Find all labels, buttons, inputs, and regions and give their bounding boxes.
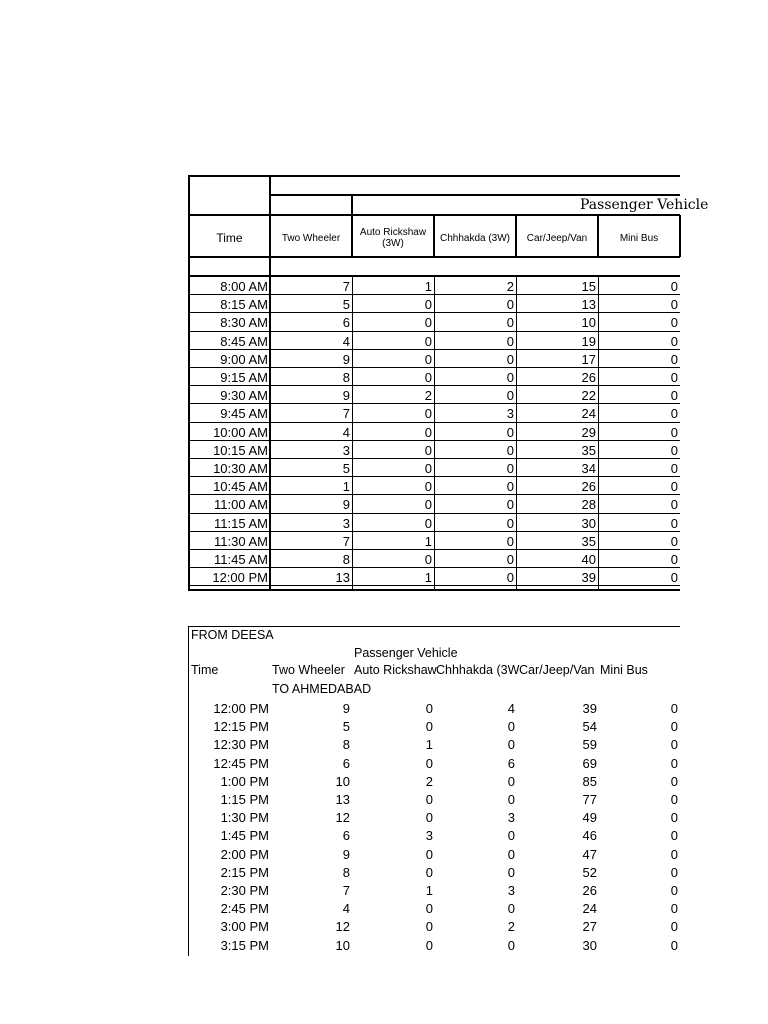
chhhakda-cell: 2 — [507, 919, 515, 935]
two-wheeler-cell: 4 — [342, 333, 350, 349]
car-jeep-van-cell: 54 — [582, 719, 597, 735]
car-jeep-van-cell: 46 — [582, 828, 597, 844]
chhhakda-cell: 0 — [506, 351, 514, 367]
header-car-jeep-van: Car/Jeep/Van — [519, 663, 595, 677]
chhhakda-cell: 0 — [506, 461, 514, 476]
car-jeep-van-cell: 77 — [582, 792, 597, 807]
two-wheeler-cell: 8 — [342, 737, 350, 753]
auto-rickshaw-cell: 0 — [424, 497, 432, 513]
two-wheeler-cell: 5 — [342, 719, 350, 735]
mini-bus-cell: 0 — [670, 864, 678, 880]
two-wheeler-cell: 7 — [342, 279, 350, 294]
car-jeep-van-cell: 39 — [582, 701, 597, 716]
mini-bus-cell: 0 — [670, 552, 678, 567]
mini-bus-cell: 0 — [670, 442, 678, 458]
chhhakda-cell: 0 — [506, 424, 514, 440]
two-wheeler-cell: 12 — [335, 810, 350, 826]
chhhakda-cell: 0 — [506, 370, 514, 385]
table-row — [188, 350, 680, 368]
table-row — [188, 900, 680, 918]
auto-rickshaw-cell: 0 — [424, 552, 432, 567]
auto-rickshaw-cell: 0 — [424, 461, 432, 476]
time-cell: 12:00 PM — [213, 701, 269, 716]
car-jeep-van-cell: 85 — [582, 773, 597, 789]
mini-bus-cell: 0 — [670, 737, 678, 753]
table-row — [188, 295, 680, 313]
car-jeep-van-cell: 26 — [581, 479, 596, 495]
table-row — [188, 736, 680, 754]
mini-bus-cell: 0 — [670, 333, 678, 349]
chhhakda-cell: 0 — [507, 719, 515, 735]
traffic-count-table-afternoon — [188, 626, 680, 956]
car-jeep-van-cell: 26 — [581, 370, 596, 385]
two-wheeler-cell: 10 — [335, 773, 350, 789]
car-jeep-van-cell: 24 — [581, 406, 596, 422]
table-row — [188, 568, 680, 586]
auto-rickshaw-cell: 0 — [425, 719, 433, 735]
auto-rickshaw-cell: 1 — [425, 883, 433, 898]
table-row — [188, 550, 680, 568]
table-row — [188, 882, 680, 900]
table-row — [188, 773, 680, 791]
table-row — [188, 495, 680, 513]
auto-rickshaw-cell: 0 — [424, 297, 432, 313]
auto-rickshaw-cell: 0 — [425, 919, 433, 935]
time-cell: 8:00 AM — [220, 279, 268, 294]
table-row — [188, 937, 680, 955]
table-row — [188, 791, 680, 809]
table-row — [188, 277, 680, 295]
two-wheeler-cell: 9 — [342, 388, 350, 404]
mini-bus-cell: 0 — [670, 279, 678, 294]
auto-rickshaw-cell: 0 — [424, 479, 432, 495]
from-label: FROM DEESA — [191, 628, 274, 642]
mini-bus-cell: 0 — [670, 901, 678, 917]
chhhakda-cell: 4 — [507, 701, 515, 716]
table-row — [188, 514, 680, 532]
mini-bus-cell: 0 — [670, 351, 678, 367]
time-cell: 10:00 AM — [213, 424, 268, 440]
table-row — [188, 864, 680, 882]
table-row — [188, 809, 680, 827]
chhhakda-cell: 2 — [506, 279, 514, 294]
time-cell: 2:15 PM — [220, 864, 269, 880]
divider — [351, 195, 353, 257]
time-cell: 1:30 PM — [220, 810, 269, 826]
car-jeep-van-cell: 52 — [582, 864, 597, 880]
time-cell: 8:45 AM — [220, 333, 268, 349]
mini-bus-cell: 0 — [670, 297, 678, 313]
two-wheeler-cell: 8 — [342, 864, 350, 880]
two-wheeler-cell: 9 — [342, 846, 350, 862]
header-chhhakda: Chhhakda (3W) — [439, 232, 511, 244]
mini-bus-cell: 0 — [670, 424, 678, 440]
time-cell: 3:15 PM — [220, 937, 269, 953]
car-jeep-van-cell: 39 — [581, 570, 596, 586]
header-auto-rickshaw: Auto Rickshaw — [354, 663, 437, 677]
header-two-wheeler: Two Wheeler — [272, 663, 345, 677]
auto-rickshaw-cell: 1 — [424, 533, 432, 549]
table-row — [188, 755, 680, 773]
auto-rickshaw-cell: 1 — [424, 279, 432, 294]
chhhakda-cell: 0 — [506, 297, 514, 313]
two-wheeler-cell: 7 — [342, 883, 350, 898]
header-time: Time — [216, 230, 243, 245]
car-jeep-van-cell: 29 — [581, 424, 596, 440]
car-jeep-van-cell: 35 — [581, 442, 596, 458]
auto-rickshaw-cell: 0 — [424, 351, 432, 367]
car-jeep-van-cell: 49 — [582, 810, 597, 826]
two-wheeler-cell: 7 — [342, 533, 350, 549]
car-jeep-van-cell: 34 — [581, 461, 596, 476]
time-cell: 2:45 PM — [220, 901, 269, 917]
time-cell: 1:00 PM — [220, 773, 269, 789]
chhhakda-cell: 0 — [507, 937, 515, 953]
two-wheeler-cell: 13 — [335, 792, 350, 807]
auto-rickshaw-cell: 3 — [425, 828, 433, 844]
two-wheeler-cell: 6 — [342, 828, 350, 844]
table-row — [188, 459, 680, 477]
two-wheeler-cell: 6 — [342, 315, 350, 331]
chhhakda-cell: 6 — [507, 755, 515, 771]
two-wheeler-cell: 8 — [342, 552, 350, 567]
mini-bus-cell: 0 — [670, 461, 678, 476]
time-cell: 11:30 AM — [214, 533, 268, 549]
auto-rickshaw-cell: 0 — [425, 701, 433, 716]
passenger-vehicle-title: Passenger Vehicle — [354, 646, 458, 660]
car-jeep-van-cell: 28 — [581, 497, 596, 513]
car-jeep-van-cell: 69 — [582, 755, 597, 771]
car-jeep-van-cell: 19 — [581, 333, 596, 349]
auto-rickshaw-cell: 2 — [425, 773, 433, 789]
two-wheeler-cell: 6 — [342, 755, 350, 771]
table-row — [188, 532, 680, 550]
table-row — [188, 386, 680, 404]
chhhakda-cell: 0 — [507, 792, 515, 807]
two-wheeler-cell: 7 — [342, 406, 350, 422]
time-cell: 10:45 AM — [213, 479, 268, 495]
divider — [270, 194, 680, 196]
time-cell: 1:45 PM — [220, 828, 269, 844]
two-wheeler-cell: 8 — [342, 370, 350, 385]
time-cell: 8:15 AM — [220, 297, 268, 313]
car-jeep-van-cell: 17 — [581, 351, 596, 367]
table-row — [188, 368, 680, 386]
time-cell: 2:30 PM — [220, 883, 269, 898]
table-row — [188, 700, 680, 718]
two-wheeler-cell: 3 — [342, 515, 350, 531]
mini-bus-cell: 0 — [670, 388, 678, 404]
chhhakda-cell: 0 — [506, 333, 514, 349]
chhhakda-cell: 0 — [506, 570, 514, 586]
chhhakda-cell: 0 — [506, 315, 514, 331]
car-jeep-van-cell: 40 — [581, 552, 596, 567]
chhhakda-cell: 0 — [506, 479, 514, 495]
auto-rickshaw-cell: 0 — [425, 901, 433, 917]
car-jeep-van-cell: 24 — [582, 901, 597, 917]
table-row — [188, 846, 680, 864]
auto-rickshaw-cell: 0 — [425, 864, 433, 880]
two-wheeler-cell: 4 — [342, 901, 350, 917]
mini-bus-cell: 0 — [670, 883, 678, 898]
time-cell: 9:45 AM — [220, 406, 268, 422]
mini-bus-cell: 0 — [670, 515, 678, 531]
header-mini-bus: Mini Bus — [600, 663, 648, 677]
auto-rickshaw-cell: 0 — [425, 937, 433, 953]
car-jeep-van-cell: 27 — [582, 919, 597, 935]
chhhakda-cell: 0 — [506, 552, 514, 567]
auto-rickshaw-cell: 0 — [425, 792, 433, 807]
mini-bus-cell: 0 — [670, 919, 678, 935]
time-cell: 11:45 AM — [214, 552, 268, 567]
time-cell: 12:30 PM — [213, 737, 269, 753]
two-wheeler-cell: 9 — [342, 701, 350, 716]
mini-bus-cell: 0 — [670, 846, 678, 862]
divider — [188, 626, 680, 627]
chhhakda-cell: 0 — [507, 773, 515, 789]
car-jeep-van-cell: 15 — [581, 279, 596, 294]
auto-rickshaw-cell: 2 — [424, 388, 432, 404]
car-jeep-van-cell: 47 — [582, 846, 597, 862]
chhhakda-cell: 0 — [507, 864, 515, 880]
mini-bus-cell: 0 — [670, 370, 678, 385]
table-row — [188, 477, 680, 495]
car-jeep-van-cell: 26 — [582, 883, 597, 898]
table-row — [188, 332, 680, 350]
header-auto-rickshaw: Auto Rickshaw (3W) — [359, 227, 427, 249]
mini-bus-cell: 0 — [670, 937, 678, 953]
chhhakda-cell: 3 — [507, 883, 515, 898]
mini-bus-cell: 0 — [670, 570, 678, 586]
car-jeep-van-cell: 10 — [581, 315, 596, 331]
car-jeep-van-cell: 59 — [582, 737, 597, 753]
mini-bus-cell: 0 — [670, 773, 678, 789]
header-time: Time — [191, 663, 219, 677]
auto-rickshaw-cell: 0 — [424, 442, 432, 458]
traffic-count-table-morning — [188, 175, 709, 591]
table-row — [188, 423, 680, 441]
auto-rickshaw-cell: 0 — [425, 846, 433, 862]
chhhakda-cell: 0 — [506, 442, 514, 458]
time-cell: 9:15 AM — [220, 370, 268, 385]
chhhakda-cell: 0 — [507, 901, 515, 917]
chhhakda-cell: 0 — [507, 737, 515, 753]
car-jeep-van-cell: 30 — [582, 937, 597, 953]
mini-bus-cell: 0 — [670, 719, 678, 735]
auto-rickshaw-cell: 1 — [425, 737, 433, 753]
car-jeep-van-cell: 30 — [581, 515, 596, 531]
to-label: TO AHMEDABAD — [272, 682, 372, 696]
chhhakda-cell: 3 — [507, 810, 515, 826]
table-row — [188, 441, 680, 459]
table-row — [188, 918, 680, 936]
chhhakda-cell: 3 — [506, 406, 514, 422]
mini-bus-cell: 0 — [670, 479, 678, 495]
mini-bus-cell: 0 — [670, 792, 678, 807]
time-cell: 12:00 PM — [212, 570, 268, 586]
time-cell: 11:15 AM — [214, 515, 268, 531]
time-cell: 12:15 PM — [213, 719, 269, 735]
chhhakda-cell: 0 — [506, 515, 514, 531]
time-cell: 2:00 PM — [220, 846, 269, 862]
mini-bus-cell: 0 — [670, 533, 678, 549]
chhhakda-cell: 0 — [507, 828, 515, 844]
passenger-vehicle-title: Passenger Vehicle — [580, 197, 709, 213]
two-wheeler-cell: 5 — [342, 297, 350, 313]
two-wheeler-cell: 10 — [335, 937, 350, 953]
table-row — [188, 313, 680, 331]
time-cell: 11:00 AM — [214, 497, 268, 513]
mini-bus-cell: 0 — [670, 701, 678, 716]
chhhakda-cell: 0 — [506, 388, 514, 404]
table-row — [188, 718, 680, 736]
auto-rickshaw-cell: 0 — [424, 315, 432, 331]
header-two-wheeler: Two Wheeler — [281, 232, 341, 244]
auto-rickshaw-cell: 0 — [425, 810, 433, 826]
auto-rickshaw-cell: 0 — [424, 515, 432, 531]
table-row — [188, 404, 680, 422]
divider — [679, 215, 681, 257]
two-wheeler-cell: 12 — [335, 919, 350, 935]
car-jeep-van-cell: 13 — [581, 297, 596, 313]
time-cell: 12:45 PM — [213, 755, 269, 771]
header-car-jeep-van: Car/Jeep/Van — [526, 232, 588, 244]
two-wheeler-cell: 4 — [342, 424, 350, 440]
auto-rickshaw-cell: 0 — [424, 406, 432, 422]
divider — [188, 585, 680, 586]
auto-rickshaw-cell: 0 — [425, 755, 433, 771]
two-wheeler-cell: 1 — [342, 479, 350, 495]
two-wheeler-cell: 3 — [342, 442, 350, 458]
two-wheeler-cell: 5 — [342, 461, 350, 476]
chhhakda-cell: 0 — [506, 533, 514, 549]
header-mini-bus: Mini Bus — [619, 232, 659, 244]
auto-rickshaw-cell: 0 — [424, 333, 432, 349]
auto-rickshaw-cell: 0 — [424, 424, 432, 440]
time-cell: 10:30 AM — [213, 461, 268, 476]
two-wheeler-cell: 9 — [342, 351, 350, 367]
chhhakda-cell: 0 — [507, 846, 515, 862]
two-wheeler-cell: 13 — [335, 570, 350, 586]
time-cell: 9:30 AM — [220, 388, 268, 404]
mini-bus-cell: 0 — [670, 315, 678, 331]
mini-bus-cell: 0 — [670, 810, 678, 826]
time-cell: 8:30 AM — [220, 315, 268, 331]
table-row — [188, 827, 680, 845]
time-cell: 1:15 PM — [220, 792, 269, 807]
time-cell: 10:15 AM — [213, 442, 268, 458]
mini-bus-cell: 0 — [670, 406, 678, 422]
two-wheeler-cell: 9 — [342, 497, 350, 513]
mini-bus-cell: 0 — [670, 755, 678, 771]
mini-bus-cell: 0 — [670, 828, 678, 844]
time-cell: 3:00 PM — [220, 919, 269, 935]
time-cell: 9:00 AM — [220, 351, 268, 367]
car-jeep-van-cell: 35 — [581, 533, 596, 549]
auto-rickshaw-cell: 0 — [424, 370, 432, 385]
header-chhhakda: Chhhakda (3W — [436, 663, 520, 677]
chhhakda-cell: 0 — [506, 497, 514, 513]
mini-bus-cell: 0 — [670, 497, 678, 513]
auto-rickshaw-cell: 1 — [424, 570, 432, 586]
car-jeep-van-cell: 22 — [581, 388, 596, 404]
